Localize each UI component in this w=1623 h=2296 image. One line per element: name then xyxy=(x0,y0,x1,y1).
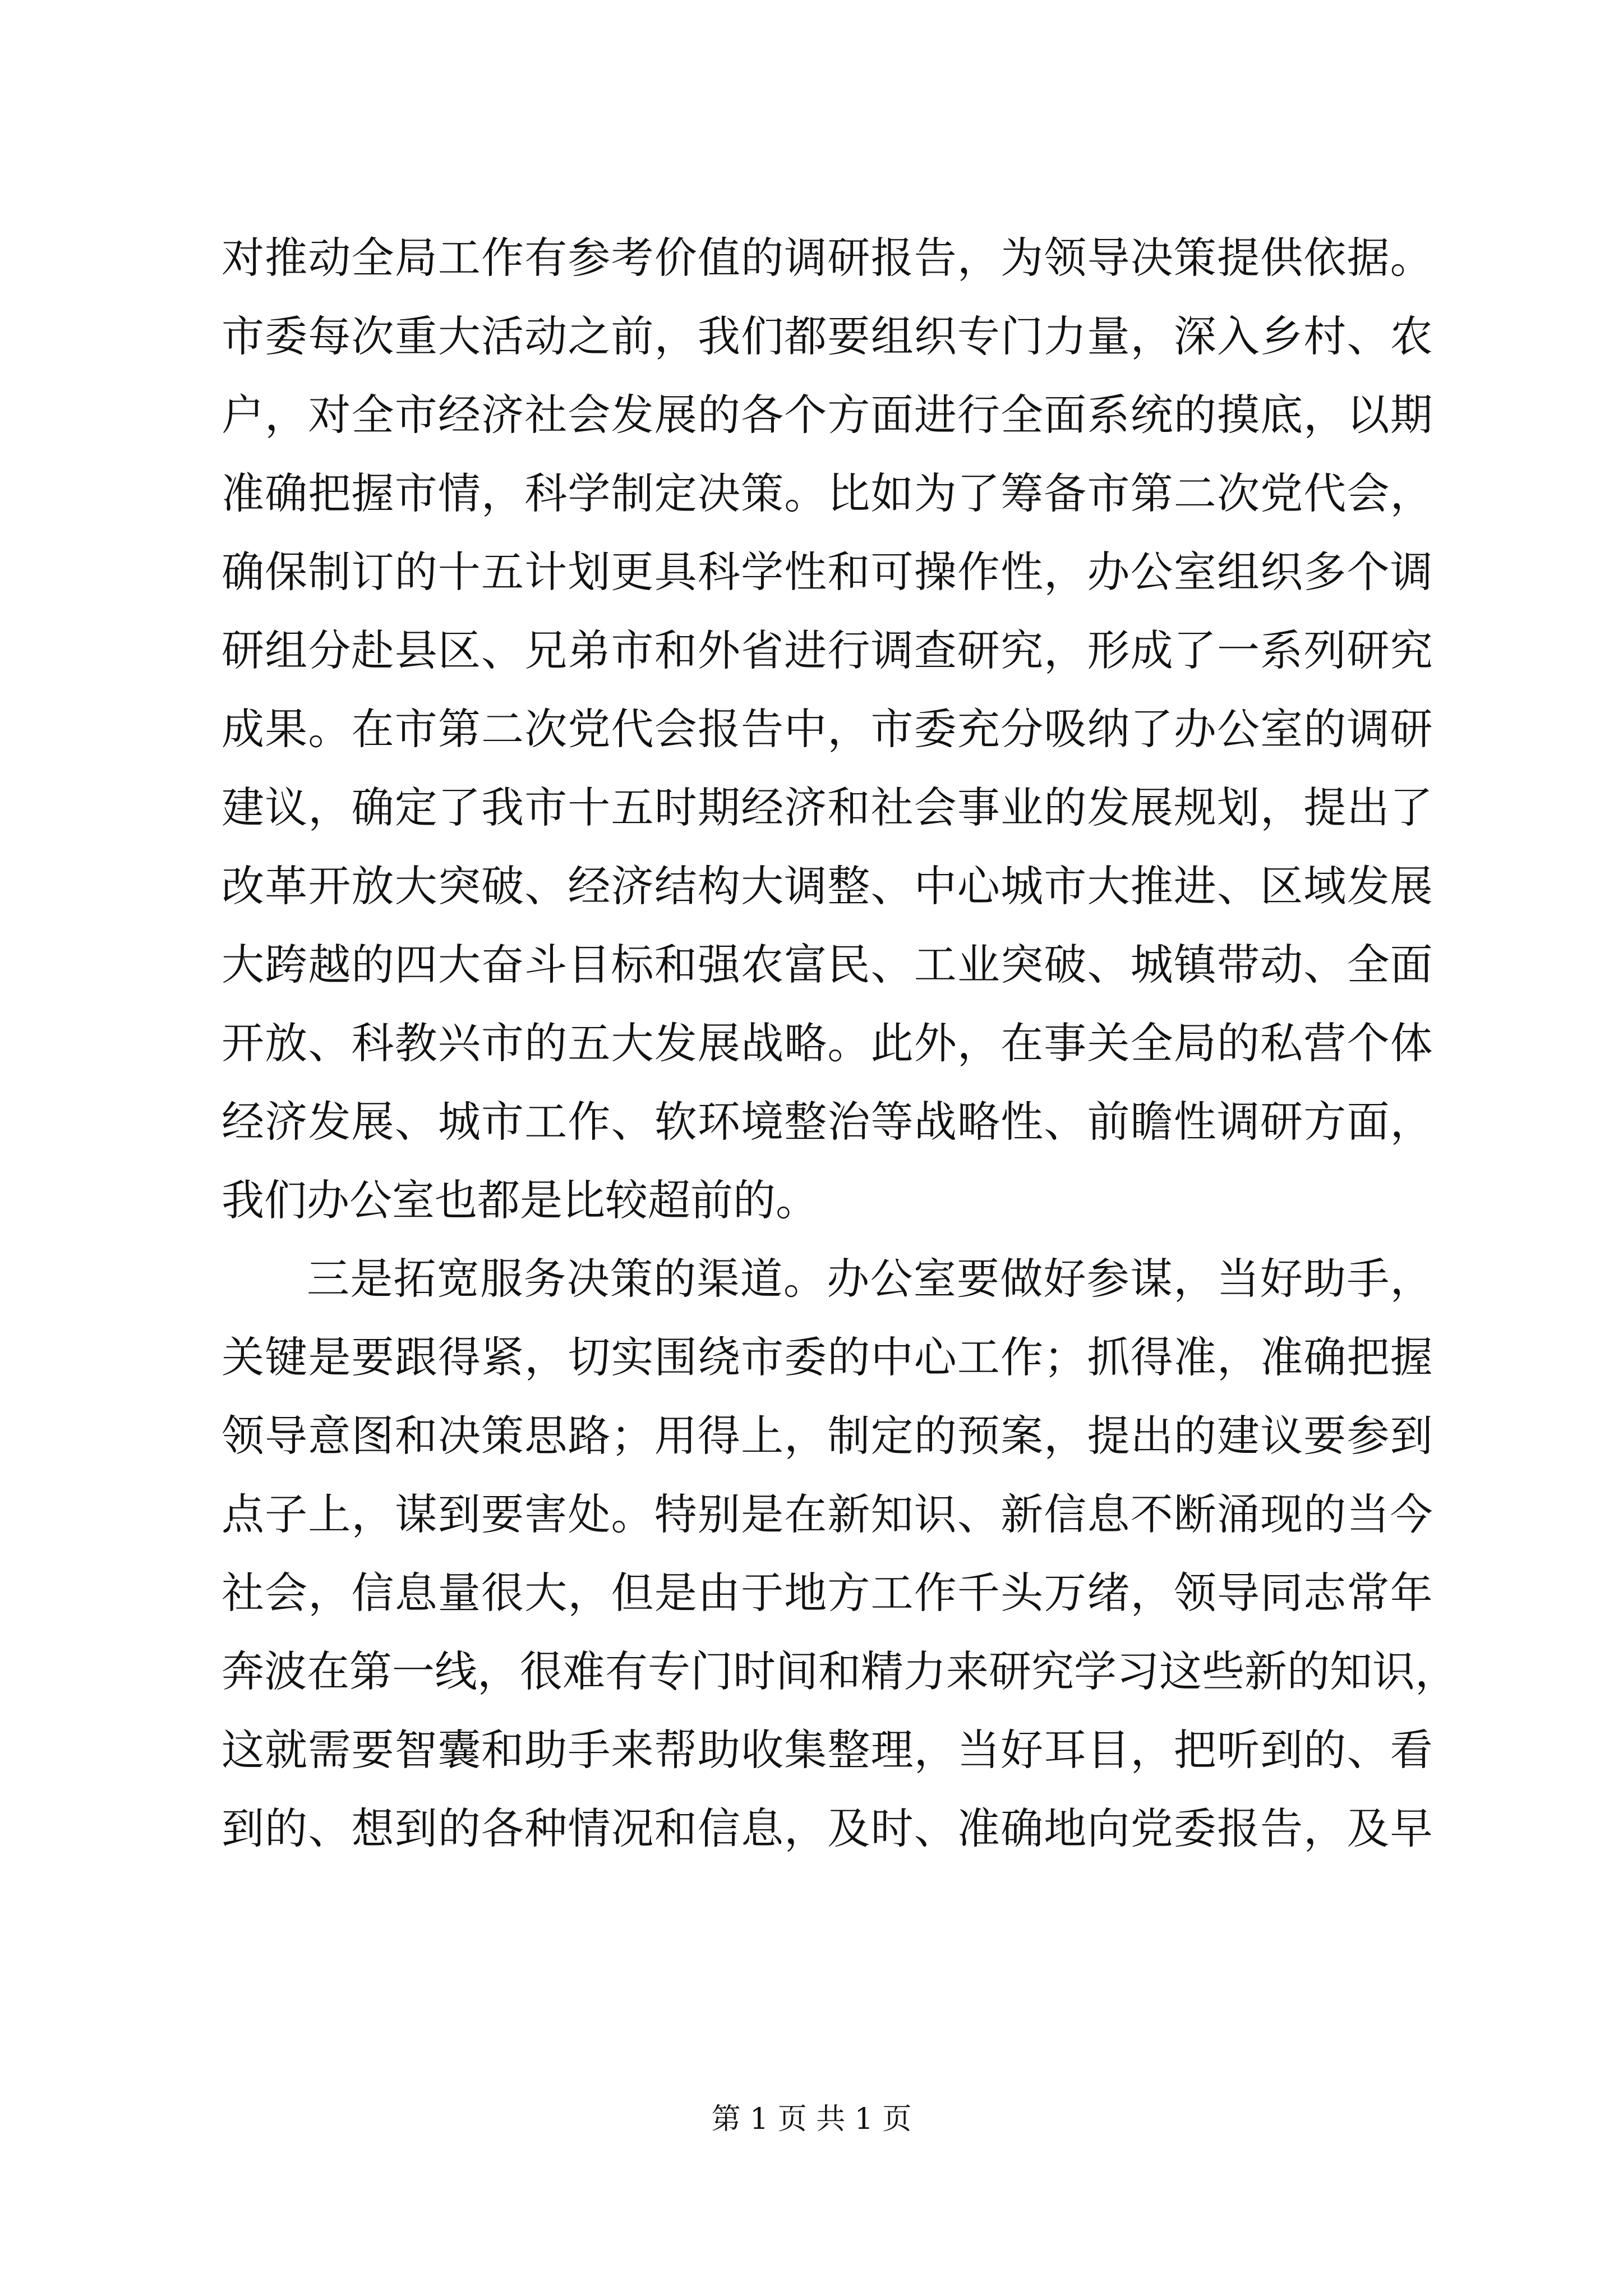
text-line: 成 果 。 在 市 第 二 次 党 代 会 报 告 中 ， 市 委 充 分 吸 纳 了 办 公 室 的 调 研 xyxy=(222,704,1433,754)
body-text xyxy=(222,219,1458,1868)
text-line: 大 跨 越 的 四 大 奋 斗 目 标 和 强 农 富 民 、 工 业 突 破 、 城 镇 带 动 、 全 面 xyxy=(222,940,1433,990)
text-line: 点 子 上 ， 谋 到 要 害 处 。 特 别 是 在 新 知 识 、 新 信 息 不 断 涌 现 的 当 今 xyxy=(222,1489,1433,1539)
page-footer: 第 1 页 共 1 页 xyxy=(711,2102,912,2136)
text-line: 到 的 、 想 到 的 各 种 情 况 和 信 息 ， 及 时 、 准 确 地 向 党 委 报 告 ， 及 早 xyxy=(222,1803,1433,1853)
text-line: 研 组 分 赴 县 区 、 兄 弟 市 和 外 省 进 行 调 查 研 究 ， 形 成 了 一 系 列 研 究 xyxy=(222,625,1433,675)
text-line: 社 会 ， 信 息 量 很 大 ， 但 是 由 于 地 方 工 作 千 头 万 绪 ， 领 导 同 志 常 年 xyxy=(222,1568,1433,1618)
text-line: 三 是 拓 宽 服 务 决 策 的 渠 道 。 办 公 室 要 做 好 参 谋 ， 当 好 助 手 ， xyxy=(307,1254,1433,1304)
text-line: 对 推 动 全 局 工 作 有 参 考 价 值 的 调 研 报 告 ， 为 领 导 决 策 提 供 依 据 。 xyxy=(222,233,1433,283)
text-line: 奔 波 在 第 一 线 ， 很 难 有 专 门 时 间 和 精 力 来 研 究 学 习 这 些 新 的 知 识 ， xyxy=(222,1646,1458,1696)
text-line: 经 济 发 展 、 城 市 工 作 、 软 环 境 整 治 等 战 略 性 、 前 瞻 性 调 研 方 面 ， xyxy=(222,1097,1433,1147)
text-line: 确 保 制 订 的 十 五 计 划 更 具 科 学 性 和 可 操 作 性 ， 办 公 室 组 织 多 个 调 xyxy=(222,547,1433,597)
text-line: 领 导 意 图 和 决 策 思 路 ； 用 得 上 ， 制 定 的 预 案 ， 提 出 的 建 议 要 参 到 xyxy=(222,1411,1433,1461)
text-line: 市 委 每 次 重 大 活 动 之 前 ， 我 们 都 要 组 织 专 门 力 量 ， 深 入 乡 村 、 农 xyxy=(222,311,1433,361)
text-line: 这 就 需 要 智 囊 和 助 手 来 帮 助 收 集 整 理 ， 当 好 耳 目 ， 把 听 到 的 、 看 xyxy=(222,1725,1433,1775)
text-line: 关 键 是 要 跟 得 紧 ， 切 实 围 绕 市 委 的 中 心 工 作 ； 抓 得 准 ， 准 确 把 握 xyxy=(222,1332,1433,1382)
text-line: 我们办公室也都是比较超前的。 xyxy=(222,1175,818,1225)
text-line: 准 确 把 握 市 情 ， 科 学 制 定 决 策 。 比 如 为 了 筹 备 市 第 二 次 党 代 会 ， xyxy=(222,468,1433,518)
text-line: 建 议 ， 确 定 了 我 市 十 五 时 期 经 济 和 社 会 事 业 的 发 展 规 划 ， 提 出 了 xyxy=(222,783,1433,832)
text-line: 开 放 、 科 教 兴 市 的 五 大 发 展 战 略 。 此 外 ， 在 事 关 全 局 的 私 营 个 体 xyxy=(222,1018,1433,1068)
text-line: 改 革 开 放 大 突 破 、 经 济 结 构 大 调 整 、 中 心 城 市 大 推 进 、 区 域 发 展 xyxy=(222,861,1433,911)
text-line: 户 ， 对 全 市 经 济 社 会 发 展 的 各 个 方 面 进 行 全 面 系 统 的 摸 底 ， 以 期 xyxy=(222,390,1433,440)
